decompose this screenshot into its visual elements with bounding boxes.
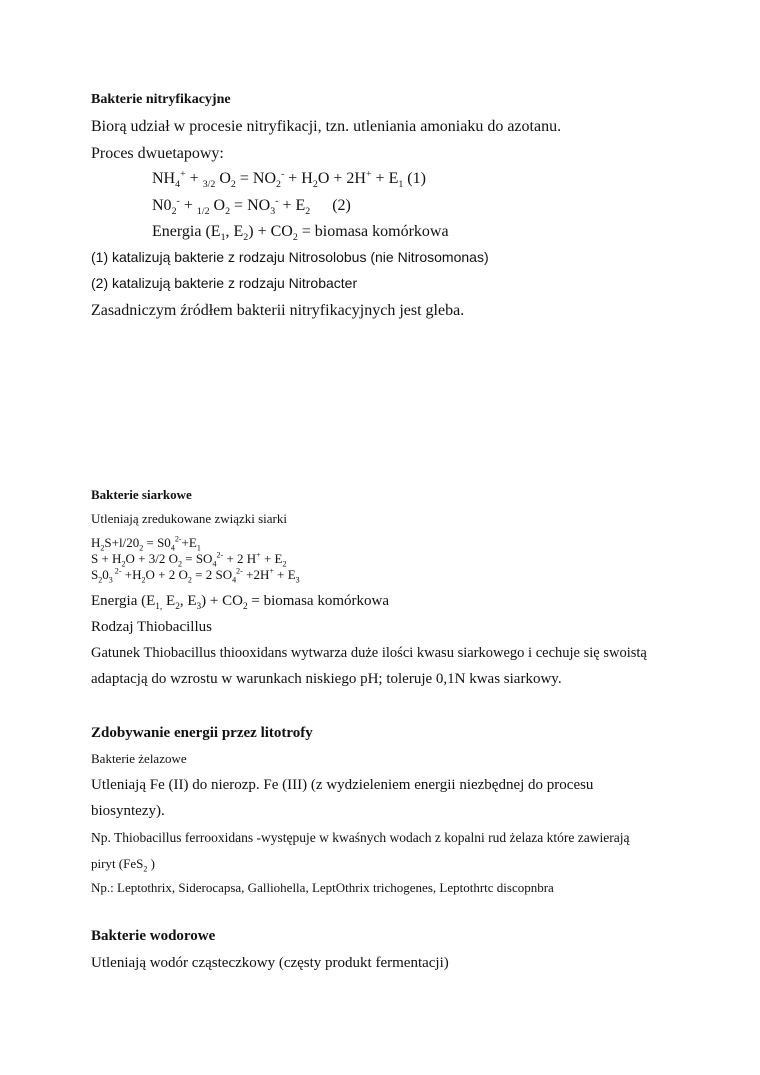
nitrifying-energy-equation: Energia ($E_1$, $E_2) + CO_2$ = biomasa komórkowa bbox=[152, 223, 449, 244]
nitrifying-equation-2: $N0_2^- + _{1/2}$ $O_2 = NO_3^- + E_2$ (2) bbox=[152, 195, 351, 218]
sulfur-description-2: adaptacją do wzrostu w warunkach niskiego pH; toleruje 0,1N kwas siarkowy. bbox=[91, 671, 562, 687]
nitrifying-note-2: (2) katalizują bakterie z rodzaju Nitrobacter bbox=[91, 275, 358, 291]
sulfur-equation-1: $H_2S+l/20_2 = S0_4^{2-}+E_1$ bbox=[91, 534, 201, 553]
sulfur-energy-equation: Energia ($E_{1,}$ $E_2$, $E_3) + CO_2$ = biomasa komórkowa bbox=[91, 593, 389, 612]
sulfur-equation-2: $S + H_2O + 3/2$ $O_2 = SO_4^{2-} + 2$ $H^+ + E_2$ bbox=[91, 550, 287, 569]
iron-bacteria-subtitle: Bakterie żelazowe bbox=[91, 751, 187, 766]
sulfur-intro: Utleniają zredukowane związki siarki bbox=[91, 511, 287, 526]
hydrogen-description: Utleniają wodór cząsteczkowy (częsty produkt fermentacji) bbox=[91, 955, 449, 971]
sulfur-description-1: Gatunek Thiobacillus thiooxidans wytwarza duże ilości kwasu siarkowego i cechuje się swoistą bbox=[91, 645, 647, 661]
iron-description-2: biosyntezy). bbox=[91, 803, 165, 819]
iron-example-2: Np.: Leptothrix, Siderocapsa, Galliohella, LeptOthrix trichogenes, Leptothrtc discopnbra bbox=[91, 880, 554, 895]
section-title-lithotrophs: Zdobywanie energii przez litotrofy bbox=[91, 725, 313, 741]
section-title-sulfur: Bakterie siarkowe bbox=[91, 487, 192, 502]
section-title-hydrogen: Bakterie wodorowe bbox=[91, 928, 216, 944]
section-title-nitrifying: Bakterie nitryfikacyjne bbox=[91, 92, 231, 107]
iron-example-1: Np. Thiobacillus ferrooxidans -występuje w kwaśnych wodach z kopalni rud żelaza które zawierają bbox=[91, 830, 630, 845]
nitrifying-intro: Biorą udział w procesie nitryfikacji, tzn. utleniania amoniaku do azotanu. bbox=[91, 118, 562, 135]
nitrifying-note-1: (1) katalizują bakterie z rodzaju Nitrosolobus (nie Nitrosomonas) bbox=[91, 249, 489, 265]
iron-example-pyrite: piryt (FeS$_2$ ) bbox=[91, 856, 155, 874]
sulfur-equation-3: $S_20_3$ $^{2-} +H_2O + 2$ $O_2 = 2$ $SO_4^{2-} +2H^+ + E_3$ bbox=[91, 566, 300, 585]
nitrifying-source: Zasadniczym źródłem bakterii nitryfikacyjnych jest gleba. bbox=[91, 302, 465, 319]
sulfur-genus: Rodzaj Thiobacillus bbox=[91, 619, 212, 635]
iron-description-1: Utleniają Fe (II) do nierozp. Fe (III) (z wydzieleniem energii niezbędnej do procesu bbox=[91, 777, 594, 793]
nitrifying-process: Proces dwuetapowy: bbox=[91, 145, 224, 162]
nitrifying-equation-1: $NH_4^+ + _{3/2}$ $O_2 = NO_2^- + H_2O + 2H^+ + E_1$ (1) bbox=[152, 168, 426, 191]
